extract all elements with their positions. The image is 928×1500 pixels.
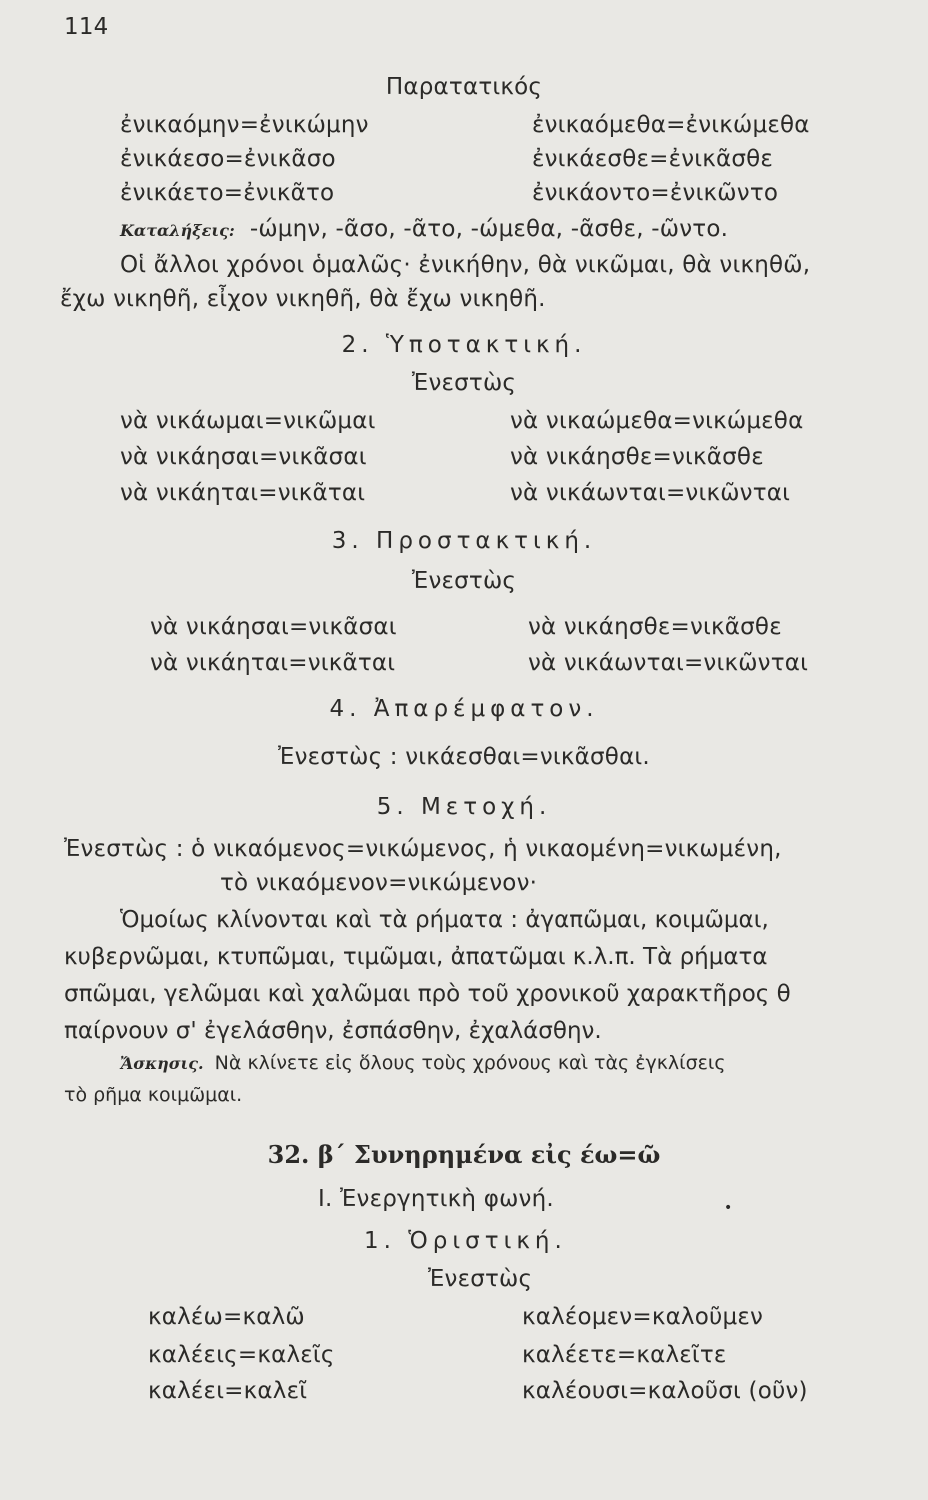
section-mood: 1. Ὁριστική. <box>364 1228 567 1254</box>
subjunctive-left-2: νὰ νικάησαι=νικᾶσαι <box>120 444 367 470</box>
imperfect-title: Παρατατικός <box>385 74 543 100</box>
imperative-left-2: νὰ νικάηται=νικᾶται <box>150 650 396 676</box>
similar-line-2: κυβερνῶμαι, κτυπῶμαι, τιμῶμαι, ἀπατῶμαι κ.λ.π. Τὰ ρήματα <box>64 944 768 970</box>
similar-line-3: σπῶμαι, γελῶμαι καὶ χαλῶμαι πρὸ τοῦ χρονικοῦ χαρακτῆρος θ <box>64 981 791 1007</box>
imperfect-left-1: ἐνικαόμην=ἐνικώμην <box>120 112 369 138</box>
exercise-text: Νὰ κλίνετε εἰς ὅλους τοὺς χρόνους καὶ τὰς ἐγκλίσεις <box>214 1052 726 1074</box>
similar-verbs-paragraph <box>64 902 904 1050</box>
imperative-heading: 3. Προστακτική. <box>331 528 597 554</box>
participle-heading: 5. Μετοχή. <box>376 794 552 820</box>
other-tenses-line-1: Οἱ ἄλλοι χρόνοι ὁμαλῶς· ἐνικήθην, θὰ νικῶμαι, θὰ νικηθῶ, <box>120 252 811 278</box>
endings-line <box>120 216 728 242</box>
participle-line-2: τὸ νικαόμενον=νικώμενον· <box>220 870 538 896</box>
subjunctive-tense: Ἐνεστὼς <box>411 370 517 396</box>
imperative-right-1: νὰ νικάησθε=νικᾶσθε <box>528 614 782 640</box>
imperative-left-1: νὰ νικάησαι=νικᾶσαι <box>150 614 397 640</box>
section-heading: 32. β´ Συνηρημένα εἰς έω=ῶ <box>267 1140 661 1169</box>
subjunctive-right-2: νὰ νικάησθε=νικᾶσθε <box>510 444 764 470</box>
section-left-2: καλέεις=καλεῖς <box>148 1342 335 1368</box>
infinitive-heading: 4. Ἀπαρέμφατον. <box>329 696 599 722</box>
imperfect-right-1: ἐνικαόμεθα=ἐνικώμεθα <box>532 112 810 138</box>
section-voice: I. Ἐνεργητικὴ φωνή. <box>318 1186 554 1212</box>
exercise-label: Ἄσκησις. <box>120 1054 204 1073</box>
section-voice-dot: • <box>724 1200 733 1216</box>
section-left-1: καλέω=καλῶ <box>148 1304 305 1330</box>
subjunctive-left-3: νὰ νικάηται=νικᾶται <box>120 480 366 506</box>
imperative-tense: Ἐνεστὼς <box>411 568 517 594</box>
imperfect-right-3: ἐνικάοντο=ἐνικῶντο <box>532 180 779 206</box>
subjunctive-left-1: νὰ νικάωμαι=νικῶμαι <box>120 408 376 434</box>
section-right-3: καλέουσι=καλοῦσι (οῦν) <box>522 1378 808 1404</box>
imperfect-left-2: ἐνικάεσο=ἐνικᾶσο <box>120 146 336 172</box>
similar-line-4: παίρνουν σ' ἐγελάσθην, ἐσπάσθην, ἐχαλάσθην. <box>64 1018 602 1044</box>
section-left-3: καλέει=καλεῖ <box>148 1378 308 1404</box>
other-tenses-line-2: ἔχω νικηθῆ, εἶχον νικηθῆ, θὰ ἔχω νικηθῆ. <box>60 286 546 312</box>
page-number: 114 <box>64 14 109 40</box>
endings-text: -ώμην, -ᾶσο, -ᾶτο, -ώμεθα, -ᾶσθε, -ῶντο. <box>249 216 729 242</box>
section-right-1: καλέομεν=καλοῦμεν <box>522 1304 764 1330</box>
exercise-line-1 <box>120 1052 725 1074</box>
section-right-2: καλέετε=καλεῖτε <box>522 1342 727 1368</box>
section-tense: Ἐνεστὼς <box>428 1266 533 1292</box>
endings-label: Καταλήξεις: <box>120 221 235 240</box>
imperfect-left-3: ἐνικάετο=ἐνικᾶτο <box>120 180 335 206</box>
infinitive-line: Ἐνεστὼς : νικάεσθαι=νικᾶσθαι. <box>278 744 650 770</box>
participle-line-1: Ἐνεστὼς : ὁ νικαόμενος=νικώμενος, ἡ νικαομένη=νικωμένη, <box>64 836 782 862</box>
imperative-right-2: νὰ νικάωνται=νικῶνται <box>528 650 809 676</box>
subjunctive-right-3: νὰ νικάωνται=νικῶνται <box>510 480 791 506</box>
similar-line-1: Ὁμοίως κλίνονται καὶ τὰ ρήματα : ἀγαπῶμαι, κοιμῶμαι, <box>120 907 769 933</box>
exercise-line-2: τὸ ρῆμα κοιμῶμαι. <box>64 1084 243 1106</box>
subjunctive-right-1: νὰ νικαώμεθα=νικώμεθα <box>510 408 804 434</box>
imperfect-right-2: ἐνικάεσθε=ἐνικᾶσθε <box>532 146 774 172</box>
subjunctive-heading: 2. Ὑποτακτική. <box>341 332 587 358</box>
